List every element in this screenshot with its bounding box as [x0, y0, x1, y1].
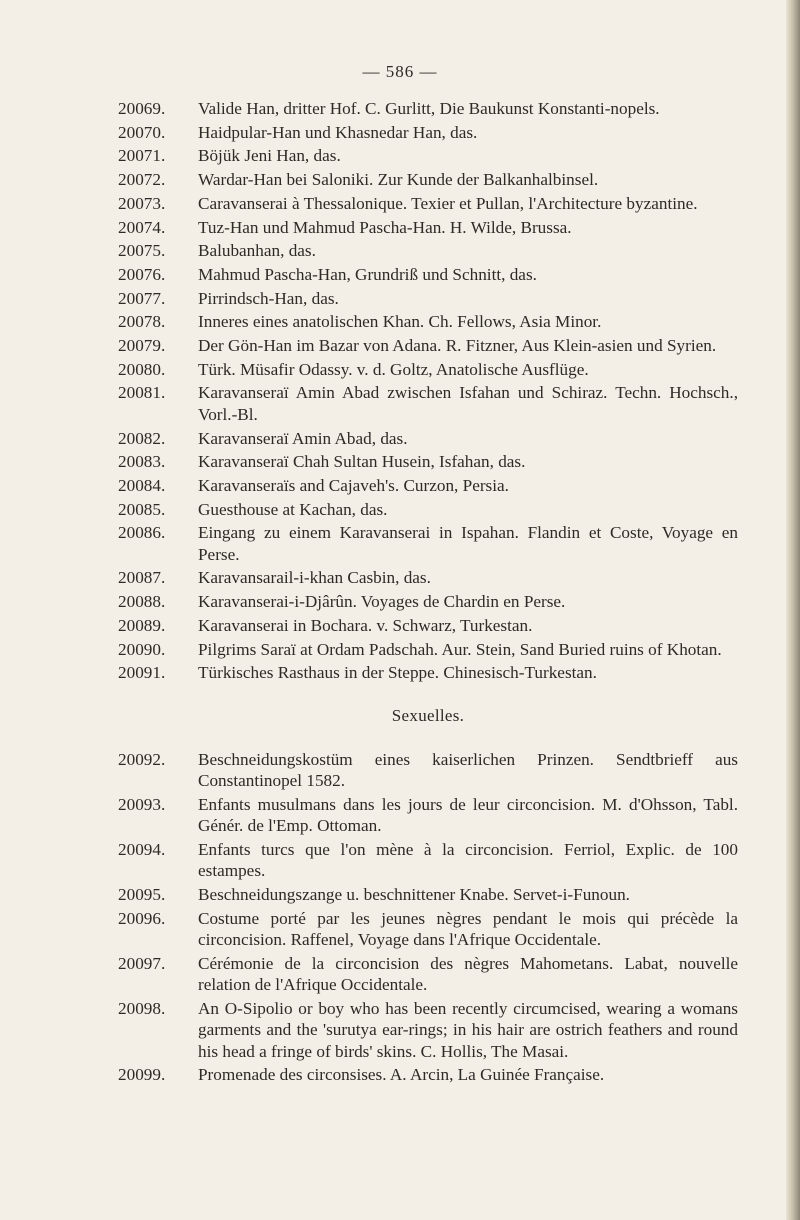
entry-text: Karavanserai-i-Djârûn. Voyages de Chardin en Perse.	[198, 592, 566, 612]
entry-number: 20076.	[118, 264, 166, 284]
entry-number: 20085.	[118, 499, 166, 519]
section-sexuelles-entries	[118, 749, 738, 1086]
catalog-entry	[118, 240, 738, 261]
entry-number: 20083.	[118, 452, 166, 472]
entry-text: Böjük Jeni Han, das.	[198, 146, 341, 166]
entry-text: Guesthouse at Kachan, das.	[198, 499, 388, 519]
entry-number: 20087.	[118, 568, 166, 588]
entry-text: Karavanseraïs and Cajaveh's. Curzon, Persia.	[198, 475, 509, 495]
catalog-entry	[118, 169, 738, 190]
entry-number: 20078.	[118, 312, 166, 332]
entry-text: Balubanhan, das.	[198, 241, 316, 261]
entry-text: Der Gön-Han im Bazar von Adana. R. Fitzner, Aus Klein-asien und Syrien.	[198, 336, 717, 356]
catalog-entry	[118, 264, 738, 285]
catalog-entry	[118, 122, 738, 143]
entry-text: Mahmud Pascha-Han, Grundriß und Schnitt, das.	[198, 264, 537, 284]
entry-text: Wardar-Han bei Saloniki. Zur Kunde der Balkanhalbinsel.	[198, 170, 599, 190]
entry-number: 20081.	[118, 383, 166, 403]
catalog-entry	[118, 98, 738, 119]
entry-number: 20070.	[118, 122, 166, 142]
entry-number: 20091.	[118, 663, 166, 683]
entry-number: 20080.	[118, 359, 166, 379]
entry-text: Promenade des circonsises. A. Arcin, La Guinée Française.	[198, 1065, 605, 1085]
entry-number: 20075.	[118, 241, 166, 261]
entry-text: Türkisches Rasthaus in der Steppe. Chinesisch-Turkestan.	[198, 663, 597, 683]
entry-number: 20084.	[118, 475, 166, 495]
catalog-entry	[118, 499, 738, 520]
catalog-entry	[118, 145, 738, 166]
entry-number: 20096.	[118, 908, 166, 928]
entry-text: Karavansarail-i-khan Casbin, das.	[198, 568, 431, 588]
catalog-entry	[118, 953, 738, 996]
catalog-entry	[118, 475, 738, 496]
entry-text: Pilgrims Saraï at Ordam Padschah. Aur. Stein, Sand Buried ruins of Khotan.	[198, 639, 722, 659]
catalog-entry	[118, 522, 738, 565]
catalog-entry	[118, 217, 738, 238]
entry-number: 20097.	[118, 953, 166, 973]
entry-text: Beschneidungszange u. beschnittener Knabe. Servet-i-Funoun.	[198, 885, 630, 905]
catalog-entries	[118, 98, 738, 1088]
entry-text: Valide Han, dritter Hof. C. Gurlitt, Die Baukunst Konstanti-nopels.	[198, 99, 660, 118]
catalog-entry	[118, 335, 738, 356]
entry-number: 20086.	[118, 523, 166, 543]
catalog-entry	[118, 1064, 738, 1085]
entry-number: 20093.	[118, 794, 166, 814]
catalog-entry	[118, 311, 738, 332]
entry-text: Türk. Müsafir Odassy. v. d. Goltz, Anatolische Ausflüge.	[198, 359, 589, 379]
catalog-entry	[118, 359, 738, 380]
catalog-entry	[118, 288, 738, 309]
entry-number: 20077.	[118, 288, 166, 308]
catalog-entry	[118, 998, 738, 1062]
entry-number: 20069.	[118, 99, 166, 118]
entry-text: Enfants musulmans dans les jours de leur circoncision. M. d'Ohsson, Tabl. Génér. de l'Emp. Ottoman.	[198, 794, 738, 836]
catalog-entry	[118, 908, 738, 951]
entry-text: Pirrindsch-Han, das.	[198, 288, 339, 308]
entry-text: Karavanseraï Amin Abad, das.	[198, 428, 408, 448]
catalog-entry	[118, 749, 738, 792]
entry-number: 20098.	[118, 998, 166, 1018]
entry-text: Caravanserai à Thessalonique. Texier et Pullan, l'Architecture byzantine.	[198, 193, 698, 213]
catalog-entry	[118, 615, 738, 636]
catalog-entry	[118, 794, 738, 837]
entry-text: Beschneidungskostüm eines kaiserlichen Prinzen. Sendtbrieff aus Constantinopel 1582.	[198, 749, 738, 791]
entry-text: Eingang zu einem Karavanserai in Ispahan. Flandin et Coste, Voyage en Perse.	[198, 523, 738, 564]
catalog-entry	[118, 193, 738, 214]
entry-number: 20095.	[118, 885, 166, 905]
entry-text: Costume porté par les jeunes nègres pendant le mois qui précède la circoncision. Raffenel, Voyage dans l'Afrique Occidentale.	[198, 908, 738, 950]
catalog-entry	[118, 591, 738, 612]
catalog-entry	[118, 567, 738, 588]
entry-number: 20079.	[118, 336, 166, 356]
catalog-entry	[118, 839, 738, 882]
entry-text: Cérémonie de la circoncision des nègres Mahometans. Labat, nouvelle relation de l'Afrique Occidentale.	[198, 953, 738, 995]
entry-number: 20089.	[118, 615, 166, 635]
entry-text: Tuz-Han und Mahmud Pascha-Han. H. Wilde, Brussa.	[198, 217, 572, 237]
entry-text: Enfants turcs que l'on mène à la circoncision. Ferriol, Explic. de 100 estampes.	[198, 839, 738, 881]
entry-number: 20094.	[118, 839, 166, 859]
entry-number: 20074.	[118, 217, 166, 237]
catalog-entry	[118, 451, 738, 472]
entry-text: Karavanseraï Chah Sultan Husein, Isfahan, das.	[198, 452, 526, 472]
entry-number: 20090.	[118, 639, 166, 659]
catalog-entry	[118, 662, 738, 683]
entry-number: 20099.	[118, 1065, 166, 1085]
entry-number: 20072.	[118, 170, 166, 190]
entry-text: Karavanserai in Bochara. v. Schwarz, Turkestan.	[198, 615, 533, 635]
catalog-entry	[118, 884, 738, 905]
section-heading: Sexuelles.	[391, 705, 465, 725]
entry-number: 20071.	[118, 146, 166, 166]
entry-text: Karavanseraï Amin Abad zwischen Isfahan und Schiraz. Techn. Hochsch., Vorl.-Bl.	[198, 383, 738, 424]
entry-text: Haidpular-Han und Khasnedar Han, das.	[198, 122, 478, 142]
entry-text: An O-Sipolio or boy who has been recently circumcised, wearing a womans garments and the 'surutya ear-rings; in his hair are ostrich feathers and round his head a fringe of birds' skins. C. Hollis, The Masai.	[198, 998, 738, 1061]
catalog-entry	[118, 639, 738, 660]
entry-text: Inneres eines anatolischen Khan. Ch. Fellows, Asia Minor.	[198, 312, 602, 332]
page-edge-shadow	[786, 0, 800, 1220]
catalog-entry	[118, 428, 738, 449]
section-caravanserai-entries	[118, 98, 738, 684]
page-number: — 586 —	[362, 62, 438, 81]
entry-number: 20073.	[118, 193, 166, 213]
catalog-entry	[118, 382, 738, 425]
entry-number: 20092.	[118, 749, 166, 769]
entry-number: 20082.	[118, 428, 166, 448]
entry-number: 20088.	[118, 592, 166, 612]
